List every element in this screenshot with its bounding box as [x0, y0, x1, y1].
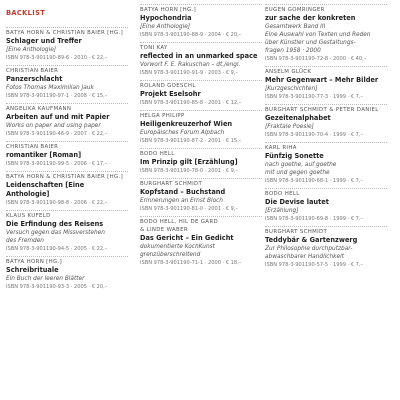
book-title: Die Devise lautet [265, 198, 329, 206]
book-subtitle: [Eine Anthologie] [6, 47, 57, 53]
book-isbn: ISBN 978-3-901190-78-0 · 2001 · € 9,– [140, 168, 239, 174]
book-entry [6, 103, 128, 141]
book-isbn: ISBN 978-3-901190-87-2 · 2001 · € 15,– [140, 138, 242, 144]
book-author: BODO HELL, HIL DE GARD & LINDE WABER [140, 219, 218, 233]
book-subtitle: Versuch gegen das Missverstehen des Fremden [6, 230, 105, 244]
book-isbn: ISBN 978-3-901190-72-8 · 2000 · € 40,– [265, 56, 367, 62]
book-title: Mehr Gegenwart – Mehr Bilder [265, 76, 379, 84]
book-entry [265, 4, 387, 66]
book-isbn: ISBN 978-3-901190-99-5 · 2006 · € 17,– [6, 161, 108, 167]
book-entry [140, 80, 262, 110]
column-3 [265, 4, 387, 272]
book-entry [140, 110, 262, 148]
book-isbn: ISBN 978-3-901190-89-6 · 2010 · € 22,– [6, 55, 108, 61]
book-title: Im Prinzip gilt [Erzählung] [140, 158, 238, 166]
book-author: BATYA HORN & CHRISTIAN BAIER [HG.] [6, 174, 124, 180]
book-isbn: ISBN 978-3-901190-57-5 · 1999 · € 7,– [265, 262, 364, 268]
book-isbn: ISBN 978-3-901190-91-9 · 2003 · € 9,– [140, 70, 239, 76]
book-author: EUGEN GOMRINGER [265, 7, 325, 13]
book-isbn: ISBN 978-3-901190-70-4 · 1999 · € 7,– [265, 132, 364, 138]
book-author: KARL RIHA [265, 145, 297, 151]
book-subtitle: Works on paper and using paper [6, 123, 101, 129]
book-isbn: ISBN 978-3-901190-93-3 · 2005 · € 20,– [6, 284, 108, 290]
book-author: BODO HELL [265, 191, 300, 197]
book-isbn: ISBN 978-3-901190-77-3 · 1999 · € 7,– [265, 94, 364, 100]
book-title: romantiker [Roman] [6, 151, 82, 159]
book-title: Arbeiten auf und mit Papier [6, 113, 110, 121]
book-title: Hypochondria [140, 14, 192, 22]
book-subtitle: Fotos Thomas Maximilian Jauk [6, 85, 94, 91]
book-author: ANGELIKA KAUFMANN [6, 106, 72, 112]
book-entry [6, 27, 128, 65]
book-entry [265, 188, 387, 226]
book-entry [140, 4, 262, 42]
book-title: Teddybär & Gartenzwerg [265, 236, 358, 244]
book-author: TONI KAY [140, 45, 168, 51]
book-author: BATYA HORN [HG.] [6, 259, 63, 265]
book-author: KLAUS KUFELD [6, 213, 51, 219]
book-subtitle: [Kurzgeschichten] [265, 86, 318, 92]
book-title: Das Gericht – Ein Gedicht [140, 234, 234, 242]
book-entry [265, 142, 387, 188]
book-title: Heiligenkreuzerhof Wien [140, 120, 233, 128]
book-entry [140, 42, 262, 80]
book-entry [6, 141, 128, 171]
book-author: BATYA HORN & CHRISTIAN BAIER [HG.] [6, 30, 124, 36]
book-subtitle: nach goethe, auf goethe mit und gegen goethe [265, 162, 337, 176]
book-isbn: ISBN 978-3-901190-88-9 · 2004 · € 20,– [140, 32, 242, 38]
book-subtitle: [Fraktale Poesie] [265, 124, 314, 130]
column-2 [140, 4, 262, 270]
book-author: CHRISTIAN BAIER [6, 144, 59, 150]
book-author: BURGHART SCHMIDT [140, 181, 203, 187]
book-title: Kopfstand – Buchstand [140, 188, 226, 196]
book-isbn: ISBN 978-3-901190-85-8 · 2001 · € 12,– [140, 100, 242, 106]
book-title: Fünfzig Sonette [265, 152, 324, 160]
book-title: Die Erfindung des Reisens [6, 220, 104, 228]
book-entry [6, 210, 128, 256]
book-title: Schlager und Treffer [6, 37, 82, 45]
book-isbn: ISBN 978-3-901190-94-5 · 2005 · € 22,– [6, 246, 108, 252]
book-subtitle: Zur Philosophie durchputzbar- abwaschbarer Handlichkeit [265, 246, 353, 260]
book-author: ANSELM GLÜCK [265, 69, 312, 75]
book-isbn: ISBN 978-3-901190-81-0 · 2001 · € 9,– [140, 206, 239, 212]
book-author: ROLAND GOESCHL [140, 83, 196, 89]
book-author: BODO HELL [140, 151, 175, 157]
book-entry [265, 104, 387, 142]
book-isbn: ISBN 978-3-901190-97-1 · 2008 · € 15,– [6, 93, 108, 99]
book-entry [140, 216, 262, 270]
book-author: HELGA PHILIPP [140, 113, 185, 119]
book-author: CHRISTIAN BAIER [6, 68, 59, 74]
book-entry [265, 66, 387, 104]
book-subtitle: [Eine Anthologie] [140, 24, 191, 30]
book-title: Gezeitenalphabet [265, 114, 331, 122]
book-entry [140, 178, 262, 216]
book-isbn: ISBN 978-3-901190-68-1 · 1999 · € 7,– [265, 178, 364, 184]
book-subtitle: Ein Buch der leeren Blätter [6, 276, 85, 282]
book-title: Leidenschaften [Eine Anthologie] [6, 181, 85, 198]
book-entry [140, 148, 262, 178]
book-title: zur sache der konkreten [265, 14, 356, 22]
book-entry [6, 65, 128, 103]
book-subtitle: Gesamtwerk Band III Eine Auswahl von Texten und Reden über Künstler und Gestaltungs- fragen 1958 · 2000 [265, 24, 371, 54]
book-entry [6, 171, 128, 210]
book-entry [6, 256, 128, 294]
book-isbn: ISBN 978-3-901190-98-8 · 2006 · € 22,– [6, 200, 108, 206]
book-title: Projekt Eselsohr [140, 90, 201, 98]
book-subtitle: [Erzählung] [265, 208, 299, 214]
book-title: Panzerschlacht [6, 75, 63, 83]
book-subtitle: Europäisches Forum Alpbach [140, 130, 225, 136]
book-isbn: ISBN 978-3-901190-71-1 · 2000 · € 18,– [140, 260, 242, 266]
book-author: BATYA HORN [HG.] [140, 7, 197, 13]
book-title: Schreibrituale [6, 266, 59, 274]
book-entry [265, 226, 387, 272]
backlist-heading: BACKLIST [6, 9, 46, 17]
book-author: BURGHART SCHMIDT [265, 229, 328, 235]
book-subtitle: dokumentierte KochKunst grenzüberschreitend [140, 244, 215, 258]
book-subtitle: Vorwort F. E. Rakuschan – dt./engl. [140, 62, 241, 68]
book-isbn: ISBN 978-3-901190-46-9 · 2007 · € 22,– [6, 131, 108, 137]
column-1 [6, 27, 128, 294]
book-title: reflected in an unmarked space [140, 52, 258, 60]
book-author: BURGHART SCHMIDT & PETER DANIEL [265, 107, 379, 113]
book-isbn: ISBN 978-3-901190-69-8 · 1999 · € 7,– [265, 216, 364, 222]
book-subtitle: Erinnerungen an Ernst Bloch [140, 198, 223, 204]
